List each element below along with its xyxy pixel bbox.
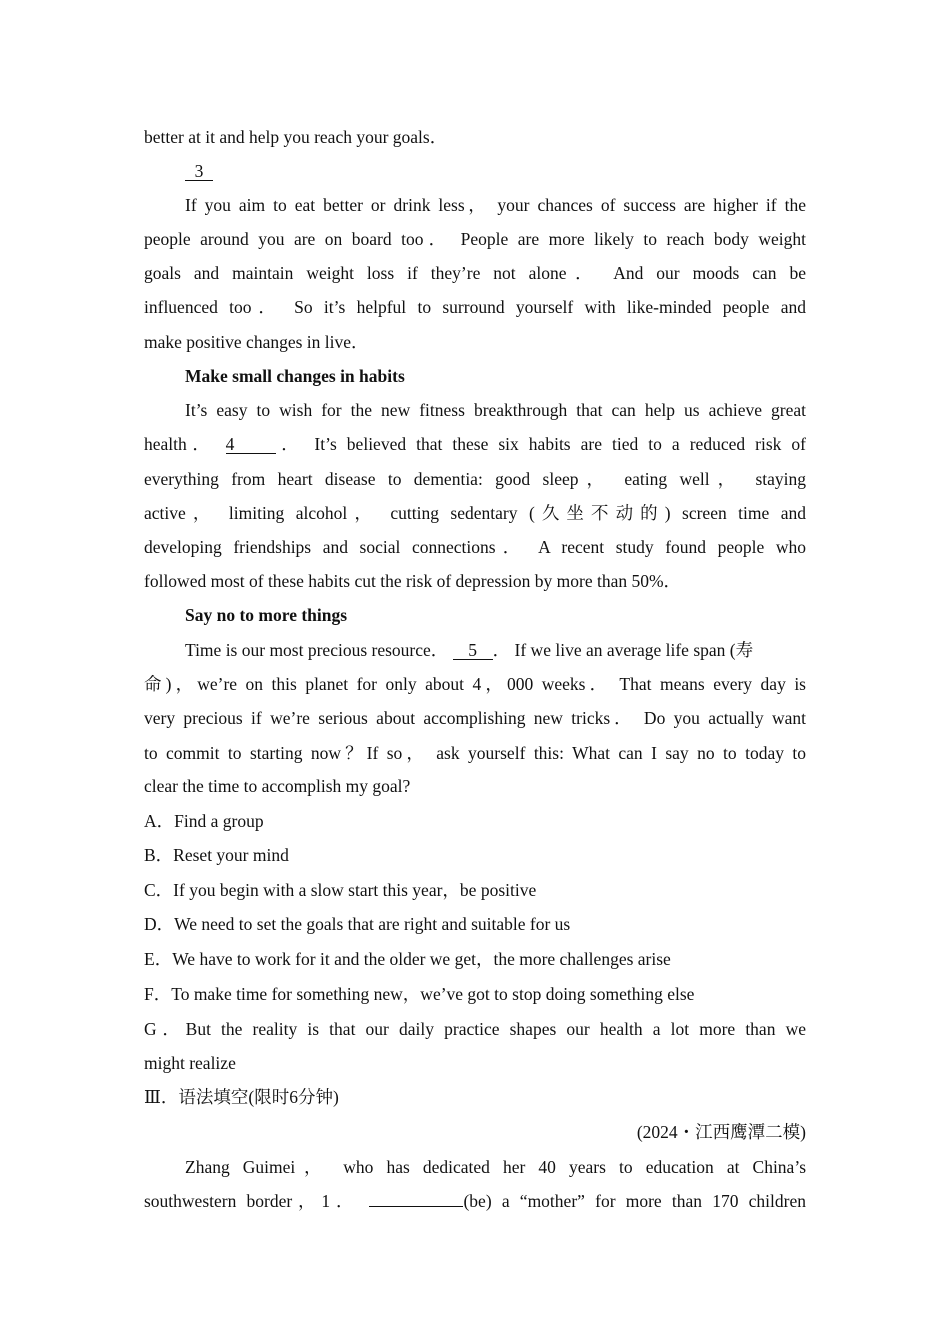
option-item: C．If you begin with a slow start this year，be positive: [144, 880, 537, 900]
text-segment: southwestern border，1．: [144, 1191, 360, 1211]
text-line: active， limiting alcohol， cutting sedentary (久坐不动的) screen time and: [144, 503, 806, 523]
text-line: It’s easy to wish for the new fitness breakthrough that can help us achieve great: [185, 400, 806, 420]
option-item-continued: might realize: [144, 1053, 236, 1073]
source-note: (2024・江西鹰潭二模): [636, 1122, 806, 1142]
section-heading: Say no to more things: [185, 605, 348, 625]
blank-number: 5: [453, 642, 493, 660]
text-line: everything from heart disease to dementia: good sleep， eating well， staying: [144, 469, 806, 489]
text-line: If you aim to eat better or drink less， your chances of success are higher if the: [185, 195, 806, 215]
text-line: to commit to starting now？If so， ask yourself this: What can I say no to today to: [144, 743, 806, 763]
text-line: developing friendships and social connections． A recent study found people who: [144, 537, 806, 557]
text-line: people around you are on board too． People are more likely to reach body weight: [144, 229, 806, 249]
option-item: D．We need to set the goals that are right and suitable for us: [144, 914, 571, 934]
blank-3: [185, 160, 806, 182]
section-heading: Make small changes in habits: [185, 366, 405, 386]
text-segment: health．: [144, 434, 216, 454]
text-line: very precious if we’re serious about accomplishing new tricks． Do you actually want: [144, 708, 806, 728]
option-item: G．But the reality is that our daily practice shapes our health a lot more than we: [144, 1019, 806, 1039]
section-title: Ⅲ．语法填空(限时6分钟): [144, 1087, 339, 1107]
text-line: influenced too． So it’s helpful to surround yourself with like-minded people and: [144, 297, 806, 317]
text-line: Zhang Guimei， who has dedicated her 40 years to education at China’s: [185, 1157, 806, 1177]
text-segment: (be) a “mother” for more than 170 children: [463, 1191, 806, 1211]
blank-number: 4: [226, 436, 276, 454]
text-segment: Time is our most precious resource．: [185, 640, 449, 660]
blank-number: 3: [185, 163, 213, 181]
text-line: goals and maintain weight loss if they’re not alone． And our moods can be: [144, 263, 806, 283]
text-line-with-blank: [144, 433, 806, 455]
option-item: A．Find a group: [144, 811, 264, 831]
option-item: F．To make time for something new，we’ve got to stop doing something else: [144, 984, 695, 1004]
answer-blank[interactable]: [369, 1206, 463, 1207]
text-segment: ． If we live an average life span (寿: [492, 640, 754, 660]
text-line: clear the time to accomplish my goal?: [144, 776, 411, 796]
text-line: better at it and help you reach your goals．: [144, 127, 448, 147]
text-line: followed most of these habits cut the risk of depression by more than 50%．: [144, 571, 682, 591]
text-line-with-blank: [144, 1190, 806, 1212]
text-line: 命)，we’re on this planet for only about 4，000 weeks． That means every day is: [144, 674, 806, 694]
text-segment: ． It’s believed that these six habits are tied to a reduced risk of: [275, 434, 806, 454]
option-item: B．Reset your mind: [144, 845, 289, 865]
text-line-with-blank: [185, 639, 806, 661]
text-line: make positive changes in live．: [144, 332, 369, 352]
option-item: E．We have to work for it and the older we get，the more challenges arise: [144, 949, 671, 969]
